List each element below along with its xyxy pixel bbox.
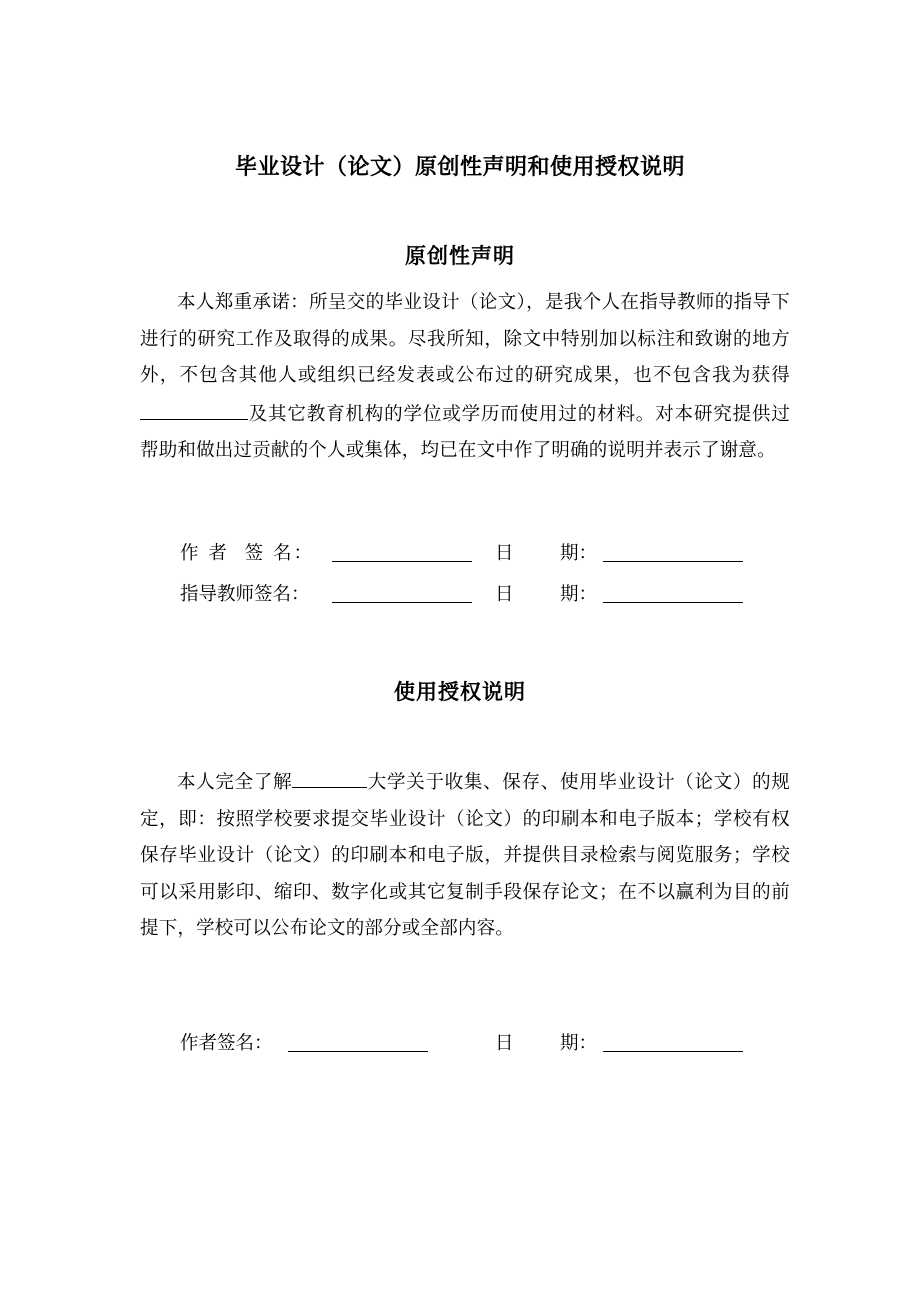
authorization-heading: 使用授权说明 bbox=[394, 680, 526, 704]
authorization-date-line[interactable] bbox=[603, 1051, 743, 1052]
authorization-signature-line[interactable] bbox=[288, 1051, 428, 1052]
degree-blank-field[interactable] bbox=[140, 395, 248, 420]
author-date-line[interactable] bbox=[603, 561, 743, 562]
originality-text-part1: 本人郑重承诺：所呈交的毕业设计（论文），是我个人在指导教师的指导下进行的研究工作及取得的成果。尽我所知，除文中特别加以标注和致谢的地方外，不包含其他人或组织已经发表或公布过的研究成果，也不包含我为获得 bbox=[140, 292, 790, 386]
university-blank-field[interactable] bbox=[292, 763, 367, 788]
authorization-text-part1: 本人完全了解 bbox=[177, 772, 293, 793]
date-label-char1: 日 bbox=[495, 543, 514, 564]
document-title: 毕业设计（论文）原创性声明和使用授权说明 bbox=[234, 155, 685, 180]
date-label-char2: 期： bbox=[560, 543, 598, 564]
originality-statement bbox=[140, 285, 790, 470]
date-label-char1: 日 bbox=[495, 584, 514, 605]
authorization-text-part2: 大学关于收集、保存、使用毕业设计（论文）的规定，即：按照学校要求提交毕业设计（论文）的印刷本和电子版本；学校有权保存毕业设计（论文）的印刷本和电子版，并提供目录检索与阅览服务；学校可以采用影印、缩印、数字化或其它复制手段保存论文；在不以赢利为目的前提下，学校可以公布论文的部分或全部内容。 bbox=[140, 772, 791, 939]
authorization-statement bbox=[140, 763, 790, 948]
date-label-char2: 期： bbox=[560, 1033, 598, 1054]
supervisor-date-line[interactable] bbox=[603, 602, 743, 603]
date-label-char1: 日 bbox=[495, 1033, 514, 1054]
supervisor-sign-label: 指导教师签名： bbox=[180, 584, 310, 605]
originality-heading: 原创性声明 bbox=[405, 244, 515, 268]
author-signature-line[interactable] bbox=[332, 561, 472, 562]
supervisor-signature-line[interactable] bbox=[332, 602, 472, 603]
authorization-author-sign-label: 作者签名： bbox=[180, 1033, 273, 1054]
date-label-char2: 期： bbox=[560, 584, 598, 605]
originality-text-part2: 及其它教育机构的学位或学历而使用过的材料。对本研究提供过帮助和做出过贡献的个人或集体，均已在文中作了明确的说明并表示了谢意。 bbox=[140, 403, 790, 461]
author-sign-label: 作 者 签 名： bbox=[180, 543, 315, 564]
